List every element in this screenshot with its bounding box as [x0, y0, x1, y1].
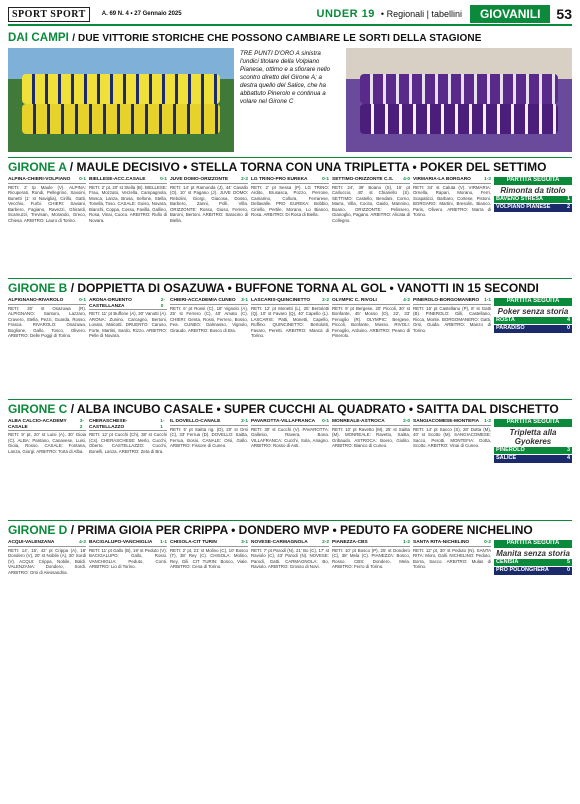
match-score: 1-1 — [484, 298, 491, 303]
match-teams: SETTIMO-ORIZZONTE C.S. — [332, 177, 394, 182]
featured-label: PARTITA SEGUITA — [494, 540, 572, 548]
masthead-logo: SPORT SPORT — [8, 7, 90, 22]
match-teams: PIANEZZA-CBS — [332, 540, 368, 545]
match-report — [413, 177, 491, 273]
match-teams: ALPINA-CHIERI-VOLPIANO — [8, 177, 71, 182]
match-score: 1-2 — [484, 419, 491, 424]
section-u19: UNDER 19 — [316, 8, 375, 20]
groups-container — [8, 157, 572, 636]
match-teams: ALPIGNANO-RIVAROLO — [8, 298, 64, 303]
team-row: PARADISO 0 — [496, 325, 570, 331]
match-score: 0-1 — [79, 298, 86, 303]
featured-label: PARTITA SEGUITA — [494, 419, 572, 427]
match-score: 0-1 — [322, 177, 329, 182]
featured-match — [494, 177, 572, 273]
match-score: 0-1 — [160, 177, 167, 182]
match-score: 0-1 — [79, 177, 86, 182]
section-subtitle: • Regionali | tabellini — [380, 9, 462, 19]
match-score: 2-2 — [241, 177, 248, 182]
lead-title — [8, 32, 572, 44]
match-report — [413, 540, 491, 636]
match-report — [89, 419, 167, 515]
girone-d — [8, 520, 572, 636]
girone-b — [8, 278, 572, 394]
match-text: RETI: 14' pt Ramonda (J), 44' Cavallo (O), 10' st Pagano (J). JUVE DOMO: Rebolini, Giorgi, Giacosa, Dosso, Barbero, Zanni, Polli, Villa. ORIZZONTE: Rosso, Giuso, Ferrero, Baroni, Bertoni. ARBITRO: Saracino di Biella. — [170, 184, 248, 223]
match-teams: BACIGALUPO-VANCHIGLIA — [89, 540, 153, 545]
girone-title: GIRONE C / ALBA INCUBO CASALE • SUPER CUCCHI AL QUADRATO • SAITTA DAL DISCHETTO — [8, 402, 559, 416]
match-score: 0-2 — [484, 540, 491, 545]
match-score: 4-0 — [403, 177, 410, 182]
match-score: 1-1 — [160, 540, 167, 545]
girone-title: GIRONE D / PRIMA GIOIA PER CRIPPA • DONDERO MVP • PEDUTO FA GODERE NICHELINO — [8, 523, 533, 537]
newspaper-page — [0, 4, 580, 804]
match-text: RETI: 9' pt, 20' st Luisi (A), 30' Gioia (C). ALBA: Pantano, Canavese, Luisi, Gioia, Rosso. CASALE: Fontana, Lanza, Giorgi. ARBITRO: Torta di Alba. — [8, 432, 86, 454]
team-row: PRO POLONGHERA 0 — [496, 567, 570, 573]
match-text: RETI: 2' pt, 21' st Molino (C), 10' Bosco (T), 38' Rey (C). CHISOLA: Molino, Rey, Gili. CIT TURIN: Bosco, Viale. ARBITRO: Cena di Torino. — [170, 547, 248, 569]
match-score: 3-1 — [241, 540, 248, 545]
photo-caption: TRE PUNTI D'ORO A sinistra l'undici titolare della Volpiano Pianese, ottimo e a sfiorare nello scontro diretto del Girone A; a destra quello del Salice, che ha abbattuto Pinerolo e continua a volare nel Girone C — [240, 50, 331, 105]
match-report — [332, 419, 410, 515]
match-teams: PINEROLO-BORGOMANERO — [413, 298, 480, 303]
match-score: 4-2 — [403, 298, 410, 303]
match-report — [332, 177, 410, 273]
featured-title: Poker senza storia — [497, 306, 569, 316]
match-report — [89, 177, 167, 273]
team-row: PINEROLO 3 — [496, 446, 570, 453]
match-text: RETI: 7' pt Parodi (N), 21' Bo (C), 17' st Raviolo (C), 43' Parodi (N). NOVESE: Parodi, Gatti. CARMAGNOLA: Bo, Raviolo. ARBITRO: Grosso di Novi. — [251, 547, 329, 569]
match-report — [8, 540, 86, 636]
featured-label: PARTITA SEGUITA — [494, 177, 572, 185]
match-score: 3-1 — [241, 298, 248, 303]
match-report — [251, 177, 329, 273]
match-text: RETI: 12' pt Monetti (L), 25' Bertolotti (Q), 10' st Favaro (Q), 40' Capello (L). LASCARIS: Patti, Monetti, Capello, Ruffino. QUINCINETTO: Bertolotti, Favaro, Peretti. ARBITRO: Manca di Torino. — [251, 305, 329, 338]
match-teams: ACQUI-VALENZANA — [8, 540, 55, 545]
match-report — [332, 298, 410, 394]
match-text: RETI: 14' pt Sacco (S), 28' Dotta (M), 40' st Scotto (M). SANGIACOMESE: Sacco, Perotti. MONTEFIA: Dotta, Scotto. ARBITRO: Vinai di Cuneo. — [413, 426, 491, 448]
featured-title: Rimonta da titolo — [500, 185, 566, 195]
match-text: RETI: 30' st Cucchi (V). PAVAROTTA: Gallesio, Ravera, Bona. VILLAFRANCA: Cucchi, Sola, Ariagno. ARBITRO: Rosso di Asti. — [251, 426, 329, 448]
match-text: RETI: 2' tp Maule (V). ALPINA: Ricuperati, Rondi, Pellegrino, Savoini, Bunetti (1' st Naviglia), Cirillo, Gatti, Vecchio, Furbi. CHIERI: Saviani, Barbero, Fagiano, Ravezzi, Ghirardi, Scamuzzi, Trevisan, Morando, Greco, Chiesa. ARBITRO: Lauro di Torino. — [8, 184, 86, 223]
match-score: 4-2 — [79, 540, 86, 545]
match-teams: VIRMARIA-LA BORGARO — [413, 177, 471, 182]
girone-title: GIRONE B / DOPPIETTA DI OSAZUWA • BUFFONE TORNA AL GOL • VANOTTI IN 15 SECONDI — [8, 281, 539, 295]
match-score: 1-2 — [484, 177, 491, 182]
match-teams: SANGIACOMESE-MONTEFIA — [413, 419, 480, 424]
match-teams: IL DOVELLO-CANALE — [170, 419, 221, 424]
team-row: SALICE 4 — [496, 455, 570, 461]
featured-match — [494, 298, 572, 394]
featured-match — [494, 419, 572, 515]
match-text: RETI: 2' pt Sessa (P). LG TRINO: Ardito, Brusasca, Pozzo, Perrone, Camarino, Collura, Ferrarese, Dellavalle. PRO EUREKA: Bobbio, Ciriello, Pertile, Morano, Lo Bianco, Rosa. ARBITRO: Di Rosa di Biella. — [251, 184, 329, 217]
match-score: 1-1 — [160, 419, 165, 430]
team-row: VOLPIANO PIANESE 2 — [496, 204, 570, 210]
match-score: 3-2 — [79, 419, 85, 430]
match-report — [89, 540, 167, 636]
match-text: RETI: 2' pt, 20' st Stella (B). BIELLESE: Frau, Mozzato, Verzella, Campagnola, Mosca, Lanza, Brusa, Sellone, Stella, Tonella, Toso. CASALE: Guiso, Novara, Bianchi, Coppa, Cossu, Favilla, Gallino, Rosa, Vinai, Cuoco. ARBITRO: Rullo di Novara. — [89, 184, 167, 223]
team-row: ROSTA 4 — [496, 316, 570, 323]
match-teams: CHERASCHESE-CASTELLAZZO — [89, 419, 128, 430]
match-teams: JUVE DOMO-ORIZZONTE — [170, 177, 229, 182]
match-teams: PAVAROTTA-VILLAFRANCA — [251, 419, 316, 424]
match-score: 1-2 — [403, 540, 410, 545]
match-text: RETI: 5' pt Saitta rig. (D), 20' st Orsi (C), 33' Ferrua (D). DOVELLO: Saitta, Ferrua, Bosio. CANALE: Orsi, Gallo. ARBITRO: Fissore di Cuneo. — [170, 426, 248, 448]
section-label: GIOVANILI — [470, 5, 550, 23]
match-score: 2-0 — [160, 298, 166, 309]
match-text: RETI: 12' pt, 30' st Peduto (N). SANTA RITA: Moro, Galli. NICHELINO: Peduto, Borra, Sacco. ARBITRO: Mulas di Torino. — [413, 547, 491, 569]
match-teams: SANTA RITA-NICHELINO — [413, 540, 470, 545]
match-report — [89, 298, 167, 394]
match-text: RETI: 24', 39' Boano (S), 15' pt Carluccio, 40' st Chiariello (S). SETTIMO: Castello, Bendani, Corno, Marra, Villa, Cocito, Gaido, Mannino, Boano. ORIZZONTE: Pelissero, Gianoglio, Pagano. ARBITRO: Alicata di Collegno. — [332, 184, 410, 223]
match-teams: BIELLESE-ACC.CASALE — [89, 177, 146, 182]
girone-c — [8, 399, 572, 515]
match-teams: CHIERI-ACCADEMIA CUNEO — [170, 298, 236, 303]
match-score: 0-1 — [322, 419, 329, 424]
match-teams: CHISOLA-CIT TURIN — [170, 540, 217, 545]
match-report — [413, 298, 491, 394]
lead-kicker: DAI CAMPI — [8, 32, 69, 44]
match-teams: LASCARIS-QUINCINETTO — [251, 298, 311, 303]
team-row: BAVENO STRESA 1 — [496, 195, 570, 202]
match-score: 2-0 — [403, 419, 410, 424]
match-text: RETI: 10' pt Bosco (P), 25' st Dondero (C), 38' Mela (C). PIANEZZA: Bosco, Rosso. CBS: Dondero, Mela. ARBITRO: Ferro di Torino. — [332, 547, 410, 569]
match-text: RETI: 9' pt Bergese, 20' Piccoli, 30' st Bonfante, 45' Mosso (O), 22', 33' Fenoglio (R). OLYMPIC: Bergese, Piccoli, Bonfante, Mosso. RIVOLI: Fenoglio, Arduino. ARBITRO: Peano di Pinerolo. — [332, 305, 410, 338]
match-text: RETI: 12' pt Cucchi (Ch), 38' st Cucchi (Cs). CHERASCHESE: Merlo, Cucchi, Oberto. CASTELLAZZO: Cucchi, Bonelli, Lanza. ARBITRO: Zeta di Bra. — [89, 432, 167, 454]
match-text: RETI: 14', 16', 42' pt Crippa (A), 18' Dondero (V), 20' st Nobile (A), 30' Sordi (V). ACQUI: Crippa, Nobile, Baldi. VALENZANA: Dondero, Sordi. ARBITRO: Orsi di Alessandria. — [8, 547, 86, 575]
girone-a — [8, 157, 572, 273]
page-number: 53 — [556, 6, 572, 22]
match-report — [170, 419, 248, 515]
page-header — [8, 4, 572, 26]
match-score: 2-2 — [322, 540, 329, 545]
match-text: RETI: 15' pt Castellano (P), 8' st Gatti (B). PINEROLO: Gilli, Castellano, Ricca, Monte. BORGOMANERO: Gatti, Orsi, Guida. ARBITRO: Manzo di Torino. — [413, 305, 491, 333]
match-text: RETI: 10' pt Ravetto (M), 25' st Saitta (M). MONREALE: Ravetto, Saitta, Gribaudo. ASTROCA: Boero, Giolito. ARBITRO: Bianco di Cuneo. — [332, 426, 410, 448]
match-report — [170, 298, 248, 394]
team-photo-volpiano — [8, 48, 234, 152]
match-teams: MONREALE-ASTROCA — [332, 419, 385, 424]
match-score: 2-2 — [322, 298, 329, 303]
match-teams: OLYMPIC C. RIVOLI — [332, 298, 377, 303]
match-report — [332, 540, 410, 636]
photo-strip — [8, 48, 572, 152]
featured-title: Tripletta alla Gyokeres — [509, 427, 557, 446]
match-report — [251, 298, 329, 394]
featured-match — [494, 540, 572, 636]
match-report — [8, 419, 86, 515]
match-report — [8, 298, 86, 394]
match-teams: NOVESE-CARMAGNOLA — [251, 540, 308, 545]
featured-label: PARTITA SEGUITA — [494, 298, 572, 306]
match-text: RETI: 11' pt Gallo (B), 19' st Peduto (V). BACIGALUPO: Gallo, Rossi. VANCHIGLIA: Peduto, Conti. ARBITRO: Lio di Torino. — [89, 547, 167, 569]
match-text: RETI: 11' pt Buffone (A), 30' Vanotti (A). ARONA: Zunino, Carcagno, Bertoni, Lovato, Malcotti. DRUENTO: Caruso, Forte, Martini, Sardo, Rizzo. ARBITRO: Pelle di Novara. — [89, 311, 167, 338]
match-report — [251, 540, 329, 636]
match-report — [170, 540, 248, 636]
match-report — [170, 177, 248, 273]
match-teams: ARONA-DRUENTO CASTELLANZA — [89, 298, 132, 309]
match-teams: ALBA CALCIO-ACADEMY CASALE — [8, 419, 67, 430]
match-report — [8, 177, 86, 273]
match-text: RETI: 6' pt Rossi (C), 18' Vignolo (A), 25' st Ferrero (C), 40' Amato (C). CHIERI: Genta, Rossi, Ferrero, Bosso, Fea. CUNEO: Dalmasso, Vignolo, Giraudo. ARBITRO: Bosco di Bra. — [170, 305, 248, 333]
issue-info: A. 69 N. 4 • 27 Gennaio 2025 — [101, 11, 182, 17]
match-report — [251, 419, 329, 515]
match-score: 2-1 — [241, 419, 248, 424]
team-row: CENISIA 5 — [496, 558, 570, 565]
girone-title: GIRONE A / MAULE DECISIVO • STELLA TORNA CON UNA TRIPLETTA • POKER DEL SETTIMO — [8, 160, 547, 174]
lead-headline: / DUE VITTORIE STORICHE CHE POSSONO CAMBIARE LE SORTI DELLA STAGIONE — [72, 33, 482, 44]
match-text: RETI: 34' st Caluta (V). VIRMARIA: Ornella, Rapari, Morano, Ferri, Scapaticci, Barbaro, Cortese, Pistoni. BORGARO: Martini, Bresolin, Bianco, Paris, Olivero. ARBITRO: Marra di Torino. — [413, 184, 491, 217]
match-report — [413, 419, 491, 515]
match-text: RETI: 20' st Osazuwa (R). ALPIGNANO: Santoro, Lazzaro, Cravero, Stella, Pezzi, Guarda, Rosso, Frasca. RIVAROLO: Osazuwa, Boglione, Gallo, Tosco, Olivero. ARBITRO: Delle Poggi di Torino. — [8, 305, 86, 338]
featured-title: Manita senza storia — [496, 548, 570, 558]
match-teams: LG TRINO-PRO EUREKA — [251, 177, 308, 182]
team-photo-salice — [346, 48, 572, 152]
